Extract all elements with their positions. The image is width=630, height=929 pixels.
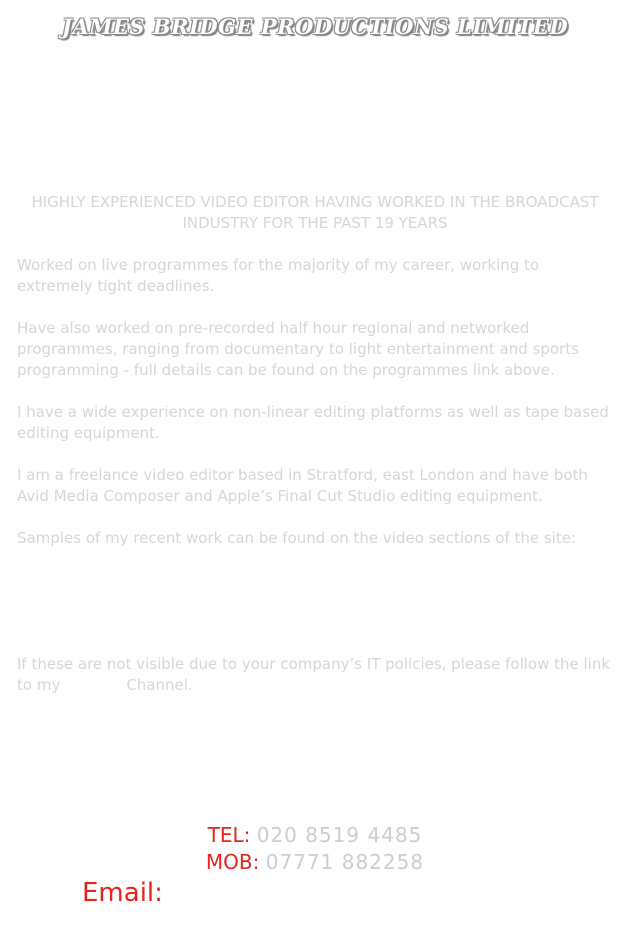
tel-number: 020 8519 4485: [256, 823, 423, 847]
paragraph-live-programmes: Worked on live programmes for the majority of my career, working to extremely tight deadlines.: [17, 256, 540, 295]
paragraph-freelance: I am a freelance video editor based in Stratford, east London and have both Avid Media Composer and Apple’s Final Cut Studio editing equipment.: [17, 466, 588, 505]
paragraph-it-policy: [17, 654, 613, 696]
policy-text: If these are not visible due to your company’s IT policies, please follow the link to my: [17, 655, 611, 694]
telephone-row: [0, 822, 630, 849]
paragraph-editing-platforms: I have a wide experience on non-linear editing platforms as well as tape based editing equipment.: [17, 403, 609, 442]
site-banner-title: JAMES BRIDGE PRODUCTIONS LIMITED: [61, 14, 569, 39]
email-label: Email:: [82, 878, 163, 908]
paragraph-pre-recorded: Have also worked on pre-recorded half hour regional and networked programmes, ranging from documentary to light entertainment and sports programming - full details can be found on the programmes link above.: [17, 319, 579, 379]
tel-label: TEL:: [207, 823, 251, 847]
mobile-row: [0, 849, 630, 876]
main-content: [17, 192, 613, 717]
policy-channel-text: Channel.: [126, 676, 193, 694]
mob-number: 07771 882258: [265, 850, 425, 874]
paragraph-samples: Samples of my recent work can be found on the video sections of the site:: [17, 529, 577, 547]
intro-headline: HIGHLY EXPERIENCED VIDEO EDITOR HAVING WORKED IN THE BROADCAST INDUSTRY FOR THE PAST 19 YEARS: [31, 193, 599, 232]
video-embed-area: [17, 570, 613, 654]
mob-label: MOB:: [205, 850, 260, 874]
